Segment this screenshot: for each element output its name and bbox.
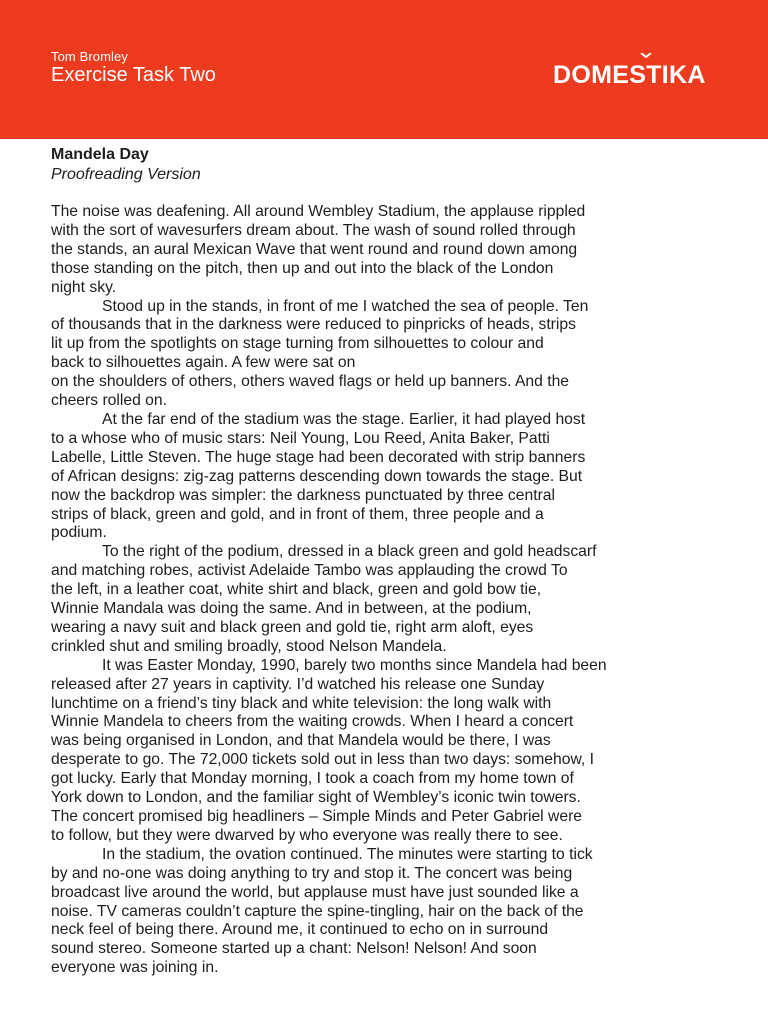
text-line: to a whose who of music stars: Neil Young, Lou Reed, Anita Baker, Patti: [51, 429, 550, 447]
text-line: Labelle, Little Steven. The huge stage had been decorated with strip banners: [51, 448, 586, 466]
text-line: now the backdrop was simpler: the darkness punctuated by three central: [51, 486, 556, 504]
text-line: released after 27 years in captivity. I’d watched his release one Sunday: [51, 675, 545, 693]
text-line: strips of black, green and gold, and in front of them, three people and a: [51, 505, 544, 523]
logo-accent-icon: [640, 53, 652, 59]
text-line: neck feel of being there. Around me, it continued to echo on in surround: [51, 921, 549, 939]
text-line: and matching robes, activist Adelaide Tambo was applauding the crowd To: [51, 562, 568, 580]
text-line: The concert promised big headliners – Simple Minds and Peter Gabriel were: [51, 808, 583, 825]
author-name: Tom Bromley: [51, 49, 128, 64]
text-line: cheers rolled on.: [51, 392, 167, 410]
text-line: got lucky. Early that Monday morning, I took a coach from my home town of: [51, 770, 574, 788]
text-line: noise. TV cameras couldn’t capture the spine-tingling, hair on the back of the: [51, 902, 584, 920]
text-line: podium.: [51, 524, 107, 542]
text-line: In the stadium, the ovation continued. The minutes were starting to tick: [102, 845, 593, 863]
document-title: Mandela Day: [51, 146, 149, 163]
text-line: everyone was joining in.: [51, 959, 219, 977]
text-line: Winnie Mandela to cheers from the waiting crowds. When I heard a concert: [51, 713, 574, 731]
text-line: lit up from the spotlights on stage turning from silhouettes to colour and: [51, 335, 544, 353]
text-line: To the right of the podium, dressed in a black green and gold headscarf: [102, 543, 597, 561]
text-line: At the far end of the stadium was the stage. Earlier, it had played host: [102, 410, 586, 428]
text-line: Winnie Mandala was doing the same. And in between, at the podium,: [51, 600, 532, 618]
text-line: the stands, an aural Mexican Wave that went round and round down among: [51, 240, 578, 258]
document-subtitle: Proofreading Version: [51, 166, 201, 183]
logo-wordmark: DOMESTIKA: [553, 61, 706, 89]
text-line: night sky.: [51, 278, 117, 296]
text-line: of thousands that in the darkness were reduced to pinpricks of heads, strips: [51, 316, 576, 334]
exercise-title: Exercise Task Two: [51, 64, 216, 86]
text-line: by and no-one was doing anything to try and stop it. The concert was being: [51, 864, 573, 882]
text-line: York down to London, and the familiar sight of Wembley’s iconic twin towers.: [51, 789, 581, 807]
text-line: It was Easter Monday, 1990, barely two months since Mandela had been: [102, 656, 607, 674]
text-line: the left, in a leather coat, white shirt and black, green and gold bow tie,: [51, 581, 542, 599]
text-line: wearing a navy suit and black green and gold tie, right arm aloft, eyes: [51, 618, 534, 636]
text-line: broadcast live around the world, but applause must have just sounded like a: [51, 883, 579, 901]
text-line: with the sort of wavesurfers dream about. The wash of sound rolled through: [51, 221, 576, 239]
text-line: The noise was deafening. All around Wembley Stadium, the applause rippled: [51, 203, 586, 220]
text-line: desperate to go. The 72,000 tickets sold out in less than two days: somehow, I: [51, 751, 594, 769]
text-line: sound stereo. Someone started up a chant: Nelson! Nelson! And soon: [51, 940, 537, 958]
text-line: those standing on the pitch, then up and out into the black of the London: [51, 259, 554, 277]
text-line: crinkled shut and smiling broadly, stood Nelson Mandela.: [51, 637, 447, 655]
header-banner: [0, 0, 768, 139]
text-line: on the shoulders of others, others waved flags or held up banners. And the: [51, 373, 570, 391]
text-line: Stood up in the stands, in front of me I watched the sea of people. Ten: [102, 297, 589, 315]
domestika-logo: [553, 60, 706, 90]
document-body: [51, 203, 726, 978]
text-line: back to silhouettes again. A few were sat on: [51, 354, 356, 372]
text-line: lunchtime on a friend’s tiny black and white television: the long walk with: [51, 694, 552, 712]
text-line: of African designs: zig-zag patterns descending down towards the stage. But: [51, 467, 583, 485]
text-line: was being organised in London, and that Mandela would be there, I was: [51, 732, 551, 750]
text-line: to follow, but they were dwarved by who everyone was really there to see.: [51, 826, 563, 844]
